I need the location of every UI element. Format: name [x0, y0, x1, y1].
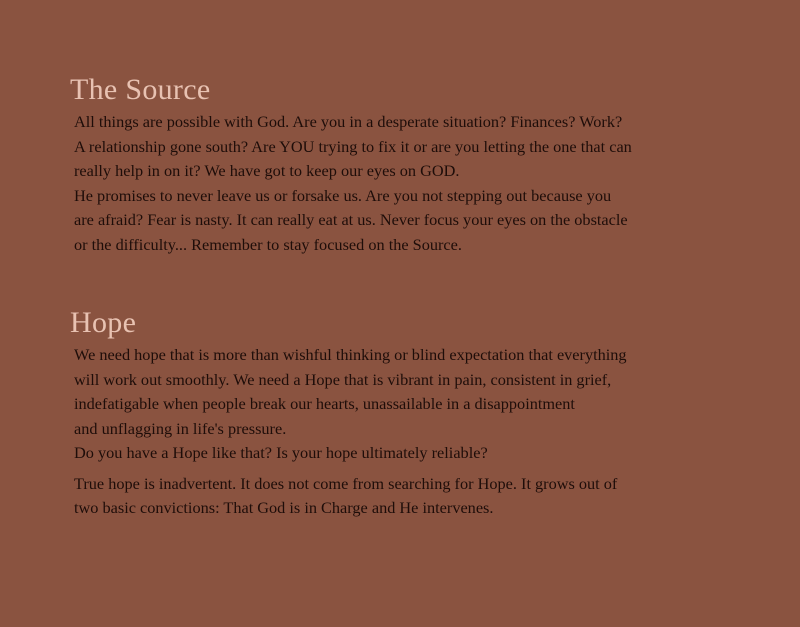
text-line: and unflagging in life's pressure.	[74, 418, 287, 438]
text-line: We need hope that is more than wishful thinking or blind expectation that everything	[74, 345, 627, 364]
section-heading: Hope	[70, 306, 137, 339]
paragraph	[70, 472, 750, 521]
section-heading: The Source	[70, 73, 211, 106]
text-line: True hope is inadvertent. It does not come from searching for Hope. It grows out of	[74, 473, 618, 493]
text-line: will work out smoothly. We need a Hope that is vibrant in pain, consistent in grief,	[74, 369, 612, 389]
text-line: or the difficulty... Remember to stay focused on the Source.	[74, 234, 462, 254]
text-line: really help in on it? We have got to keep our eyes on GOD.	[74, 161, 460, 180]
text-line: indefatigable when people break our hearts, unassailable in a disappointment	[74, 394, 575, 413]
text-line: A relationship gone south? Are YOU trying to fix it or are you letting the one that can	[74, 136, 632, 156]
section-hope	[70, 305, 750, 521]
paragraph	[70, 110, 750, 257]
text-line: He promises to never leave us or forsake us. Are you not stepping out because you	[74, 185, 612, 205]
paragraph	[70, 343, 750, 466]
text-line: two basic convictions: That God is in Charge and He intervenes.	[74, 498, 494, 517]
text-line: are afraid? Fear is nasty. It can really eat at us. Never focus your eyes on the obstacle	[74, 210, 628, 229]
text-line: Do you have a Hope like that? Is your hope ultimately reliable?	[74, 443, 488, 462]
section-the-source	[70, 72, 750, 257]
text-line: All things are possible with God. Are you in a desperate situation? Finances? Work?	[74, 112, 623, 131]
